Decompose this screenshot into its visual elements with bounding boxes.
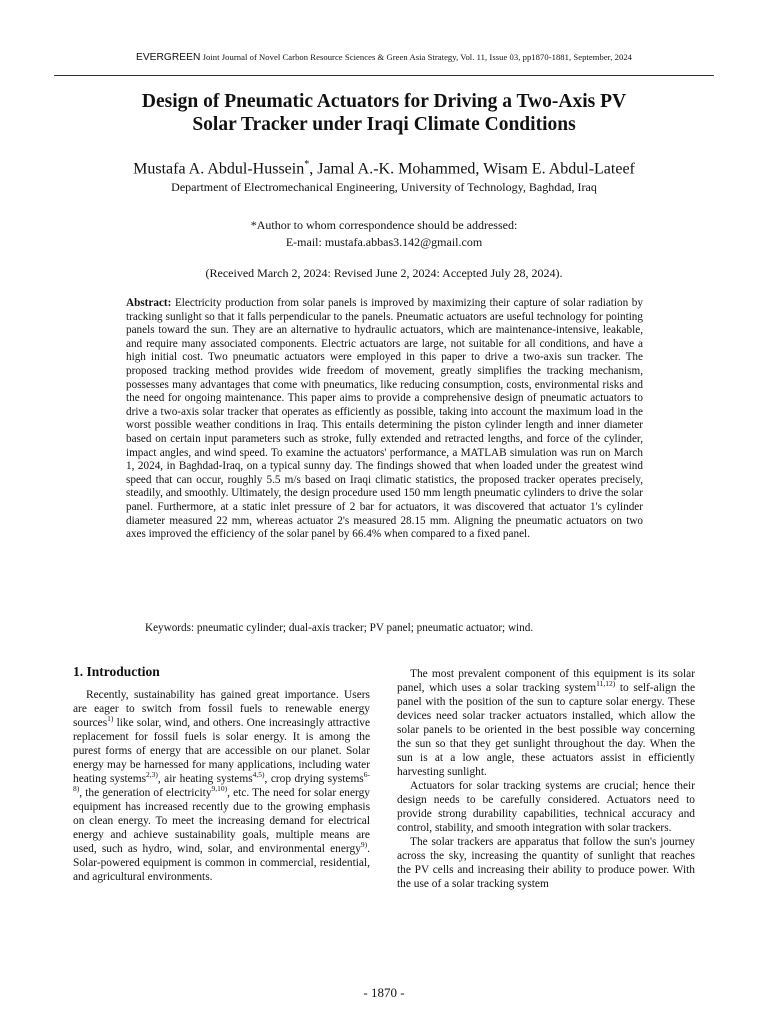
author-first: Mustafa A. Abdul-Hussein [133,160,305,178]
citation-ref: 9) [360,840,368,850]
keywords: Keywords: pneumatic cylinder; dual-axis tracker; PV panel; pneumatic actuator; wind. [145,622,534,634]
journal-citation: Joint Journal of Novel Carbon Resource Sciences & Green Asia Strategy, Vol. 11, Issue 03, pp1870-1881, September, 2024 [200,52,633,62]
submission-dates: (Received March 2, 2024: Revised June 2, 2024: Accepted July 28, 2024). [205,266,563,280]
journal-header [0,52,768,63]
journal-brand: EVERGREEN [135,52,201,63]
abstract [126,297,643,542]
correspondence-note: *Author to whom correspondence should be addressed: [250,218,518,232]
citation-ref: 6-8) [73,770,370,794]
page-number: - 1870 - [363,985,405,1000]
paper-title-line-1: Design of Pneumatic Actuators for Driving a Two-Axis PV [141,91,627,112]
citation-ref: 11,12) [596,679,616,689]
citation-ref: 1) [107,714,114,724]
citation-ref: 2,3) [146,770,158,780]
left-column [73,688,370,884]
correspondence-email: E-mail: mustafa.abbas3.142@gmail.com [285,235,483,249]
section-heading: 1. Introduction [73,664,160,679]
correspondence [0,217,768,251]
abstract-text: Electricity production from solar panels is improved by maximizing their capture of solar radiation by tracking sunlight so that it falls perpendicular to the panels. Pneumatic actuators are useful technology for pointing panels toward the sun. They are an alternative to hydraulic actuators, which are maintenance-intensive, leakable, and require many associated components. Electric actuators are large, not suitable for all conditions, and have a high initial cost. Two pneumatic actuators were employed in this paper to drive a two-axis sun tracker. The proposed tracking method provides wide freedom of movement, greatly simplifies the tracking mechanism, possesses many advantages that come with pneumatics, like reducing consumption, costs, environmental risks and the need for ongoing maintenance. This paper aims to provide a comprehensive design of pneumatic actuators to drive a two-axis solar tracker that operates as efficiently as possible, taking into account the maximum load in the worst possible weather conditions in Iraq. This entails determining the piston cylinder length and inner diameter based on certain input parameters such as stroke, fully extended and retracted lengths, and force of the cylinder, impact angles, and wind speed. To examine the actuators' performance, a MATLAB simulation was run on March 1, 2024, in Baghdad-Iraq, on a typical sunny day. The findings showed that when loaded under the greatest wind speed that can occur, roughly 5.5 m/s based on Iraqi climatic statistics, the proposed tracker operates precisely, steadily, and smoothly. Ultimately, the design procedure used 150 mm length pneumatic cylinders to drive the solar panel. Furthermore, at a static inlet pressure of 2 bar for actuators, it was discovered that actuator 1's cylinder diameter measured 22 mm, whereas actuator 2's measured 28.15 mm. Aligning the pneumatic actuators on two axes improved the efficiency of the solar panel by 66.4% when compared to a fixed panel. [126,297,643,541]
paper-title-line-2: Solar Tracker under Iraqi Climate Conditions [192,114,576,135]
paper-title [60,90,708,136]
header-divider [54,75,714,76]
intro-paragraph-2: The most prevalent component of this equipment is its solar panel, which uses a solar tracking system$^{11,12)}$ to self-align the panel with the position of the sun to capture solar energy. These devices need solar tracker actuators installed, which allow the solar panels to be oriented in the best possible way concerning the sun so that they get sunlight throughout the day. When the sun is at a low angle, these actuators assist in efficiently harvesting sunlight. [397,668,695,778]
corresponding-mark: * [304,159,310,170]
intro-paragraph-3: Actuators for solar tracking systems are crucial; hence their design needs to be carefully considered. Actuators need to provide strong durability capabilities, technical accuracy and control, stability, and smooth integration with solar trackers. [397,780,695,834]
author-others: , Jamal A.-K. Mohammed, Wisam E. Abdul-Lateef [309,160,635,178]
right-column [397,667,695,891]
intro-paragraph-4: The solar trackers are apparatus that follow the sun's journey across the sky, increasing the quantity of sunlight that reaches the PV cells and increasing their ability to produce power. With the use of a solar tracking system [397,836,695,890]
citation-ref: 4,5) [252,770,265,780]
intro-paragraph-1: Recently, sustainability has gained great importance. Users are eager to switch from fossil fuels to renewable energy sources$^{1)}$ like solar, wind, and others. One increasingly attractive replacement for fossil fuels is solar energy. It is among the purest forms of energy that are accessible on our planet. Solar energy may be harnessed for many applications, including water heating systems$^{2,3)}$, air heating systems$^{4,5)}$, crop drying systems$^{6-8)}$, the generation of electricity$^{9,10)}$, etc. The need for solar energy equipment has increased recently due to the growing emphasis on clean energy. To meet the increasing demand for electrical energy and achieve sustainability goals, multiple means are used, such as hydro, wind, solar, and environmental energy$^{9)}$. Solar-powered equipment is common in commercial, residential, and agricultural environments. [73,689,370,883]
citation-ref: 9,10) [211,784,228,794]
author-list [0,155,768,179]
abstract-label: Abstract: [126,297,172,309]
affiliation: Department of Electromechanical Engineering, University of Technology, Baghdad, Iraq [171,180,597,194]
